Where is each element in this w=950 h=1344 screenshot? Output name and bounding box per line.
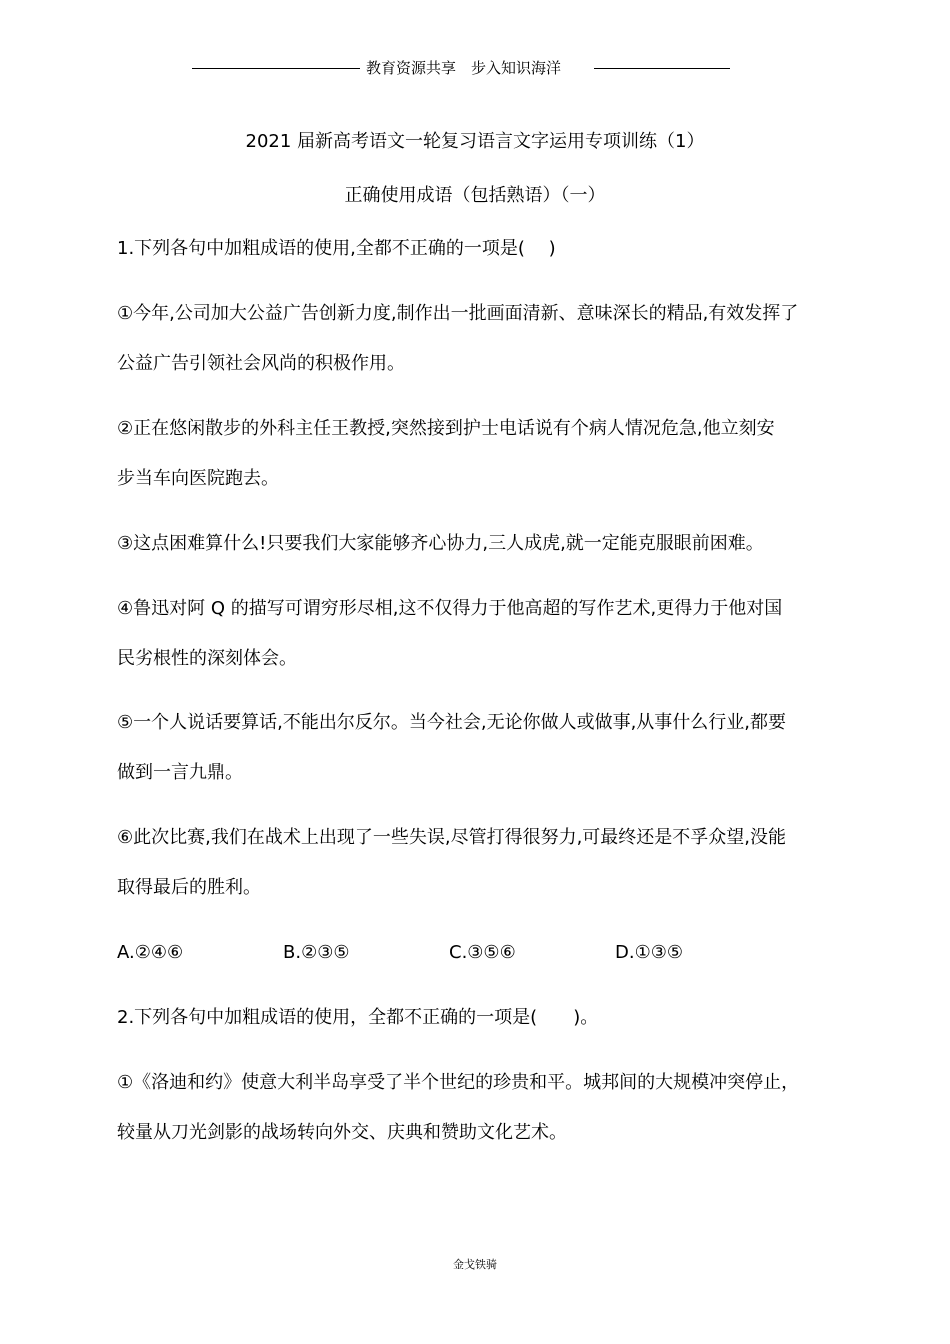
page-header: [0, 56, 950, 80]
q1-sentence-2-line-2: 步当车向医院跑去。: [117, 468, 279, 489]
question-2-stem: 2.下列各句中加粗成语的使用，全都不正确的一项是( )。: [117, 1007, 599, 1028]
q1-sentence-2-line-1: ②正在悠闲散步的外科主任王教授,突然接到护士电话说有个病人情况危急,他立刻安: [117, 418, 775, 439]
q1-sentence-1-line-1: ①今年,公司加大公益广告创新力度,制作出一批画面清新、意味深长的精品,有效发挥了: [117, 303, 799, 324]
q2-sentence-1-line-2: 较量从刀光剑影的战场转向外交、庆典和赞助文化艺术。: [117, 1122, 567, 1143]
header-rule-left: [192, 68, 360, 69]
q1-sentence-5-line-1: ⑤一个人说话要算话,不能出尔反尔。当今社会,无论你做人或做事,从事什么行业,都要: [117, 712, 787, 733]
q1-option-b: B.②③⑤: [283, 942, 350, 963]
header-rule-right: [594, 68, 730, 69]
question-1-stem: 1.下列各句中加粗成语的使用,全都不正确的一项是( ): [117, 238, 556, 259]
q1-sentence-6-line-2: 取得最后的胜利。: [117, 877, 261, 898]
q2-sentence-1-line-1: ①《洛迪和约》使意大利半岛享受了半个世纪的珍贵和平。城邦间的大规模冲突停止，: [117, 1072, 800, 1093]
q1-option-d: D.①③⑤: [615, 942, 683, 963]
header-text: 教育资源共享 步入知识海洋: [366, 59, 562, 77]
document-title: 2021 届新高考语文一轮复习语言文字运用专项训练（1）: [245, 131, 705, 152]
q1-sentence-3-line-1: ③这点困难算什么!只要我们大家能够齐心协力,三人成虎,就一定能克服眼前困难。: [117, 533, 764, 554]
q1-sentence-4-line-2: 民劣根性的深刻体会。: [117, 648, 297, 669]
q1-option-c: C.③⑤⑥: [449, 942, 516, 963]
q1-sentence-6-line-1: ⑥此次比赛,我们在战术上出现了一些失误,尽管打得很努力,可最终还是不孚众望,没能: [117, 827, 787, 848]
q1-sentence-5-line-2: 做到一言九鼎。: [117, 762, 243, 783]
q1-option-a: A.②④⑥: [117, 942, 184, 963]
q1-sentence-1-line-2: 公益广告引领社会风尚的积极作用。: [117, 353, 405, 374]
page-footer: 金戈铁骑: [453, 1258, 497, 1271]
q1-sentence-4-line-1: ④鲁迅对阿 Q 的描写可谓穷形尽相,这不仅得力于他高超的写作艺术,更得力于他对国: [117, 598, 783, 619]
document-subtitle: 正确使用成语（包括熟语）（一）: [344, 185, 606, 206]
